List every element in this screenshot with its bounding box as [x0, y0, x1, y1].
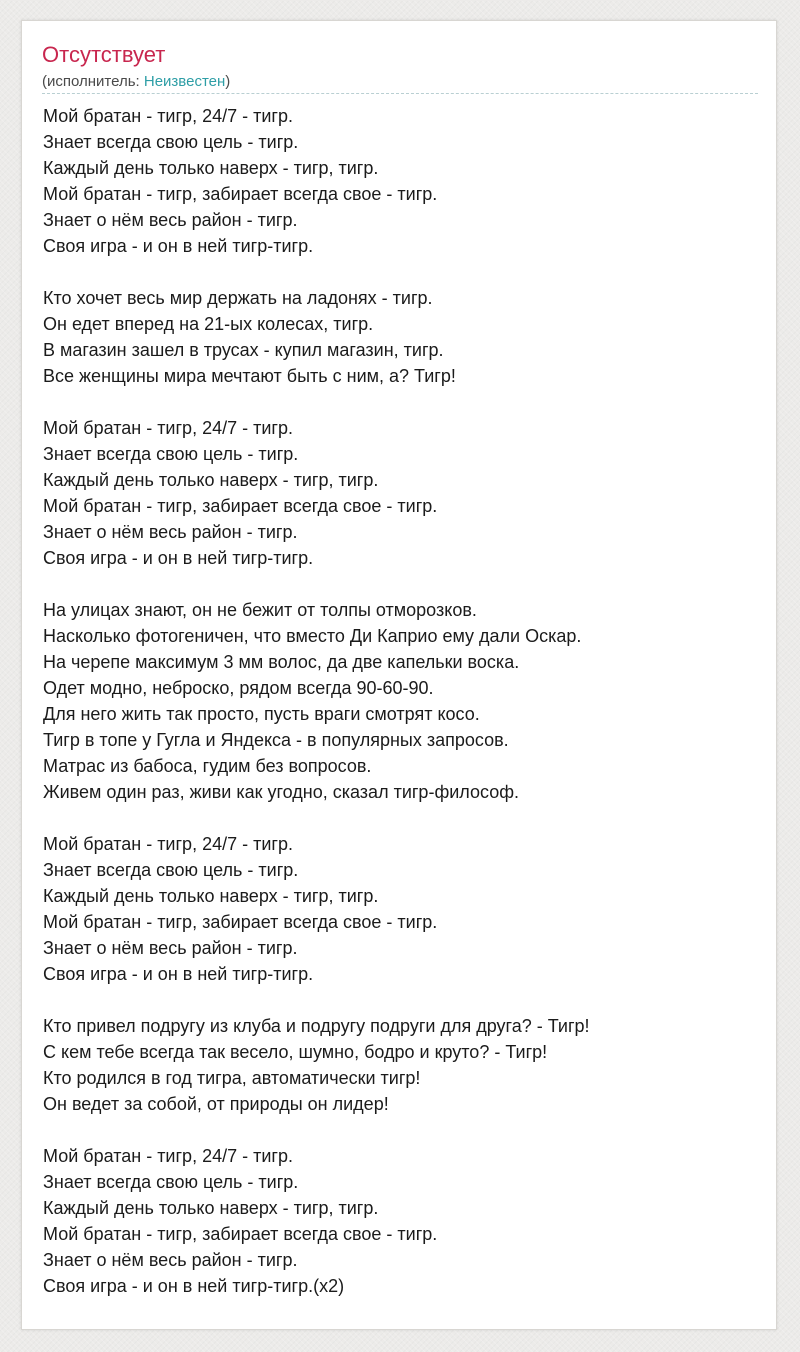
lyric-line: Знает всегда свою цель - тигр.	[43, 860, 299, 880]
verse	[43, 1013, 757, 1117]
lyric-line: Живем один раз, живи как угодно, сказал тигр-философ.	[43, 782, 520, 802]
lyric-line: Для него жить так просто, пусть враги смотрят косо.	[43, 704, 480, 724]
verse	[43, 1143, 757, 1299]
lyric-line: Он едет вперед на 21-ых колесах, тигр.	[43, 314, 374, 334]
lyric-line: С кем тебе всегда так весело, шумно, бодро и круто? - Тигр!	[43, 1042, 548, 1062]
lyric-line: Знает о нём весь район - тигр.	[43, 522, 298, 542]
lyrics-text	[43, 103, 757, 1299]
lyric-line: Одет модно, неброско, рядом всегда 90-60-90.	[43, 678, 434, 698]
lyric-line: Тигр в топе у Гугла и Яндекса - в популярных запросов.	[43, 730, 509, 750]
verse	[43, 285, 757, 389]
lyric-line: Своя игра - и он в ней тигр-тигр.	[43, 548, 314, 568]
title-divider	[42, 93, 758, 94]
lyrics-card	[21, 20, 777, 1330]
lyric-line: Все женщины мира мечтают быть с ним, а? Тигр!	[43, 366, 456, 386]
lyric-line: Своя игра - и он в ней тигр-тигр.	[43, 236, 314, 256]
verse	[43, 415, 757, 571]
lyric-line: Знает всегда свою цель - тигр.	[43, 1172, 299, 1192]
lyric-line: На улицах знают, он не бежит от толпы отморозков.	[43, 600, 477, 620]
lyric-line: Знает всегда свою цель - тигр.	[43, 132, 299, 152]
lyric-line: Каждый день только наверх - тигр, тигр.	[43, 886, 379, 906]
lyric-line: Знает о нём весь район - тигр.	[43, 1250, 298, 1270]
song-title: Отсутствует	[42, 42, 166, 67]
artist-prefix: (исполнитель:	[42, 73, 144, 90]
artist-link[interactable]: Неизвестен	[143, 73, 226, 90]
lyric-line: Мой братан - тигр, забирает всегда свое - тигр.	[43, 496, 438, 516]
verse	[43, 597, 757, 805]
lyric-line: Знает о нём весь район - тигр.	[43, 938, 298, 958]
lyric-line: Мой братан - тигр, 24/7 - тигр.	[43, 106, 293, 126]
lyric-line: В магазин зашел в трусах - купил магазин, тигр.	[43, 340, 444, 360]
lyric-line: Своя игра - и он в ней тигр-тигр.	[43, 964, 314, 984]
lyric-line: Мой братан - тигр, забирает всегда свое - тигр.	[43, 184, 438, 204]
lyric-line: Мой братан - тигр, забирает всегда свое - тигр.	[43, 912, 438, 932]
artist-suffix: )	[225, 73, 231, 90]
lyric-line: Мой братан - тигр, 24/7 - тигр.	[43, 418, 293, 438]
verse	[43, 831, 757, 987]
lyric-line: Каждый день только наверх - тигр, тигр.	[43, 1198, 379, 1218]
lyric-line: Мой братан - тигр, 24/7 - тигр.	[43, 834, 293, 854]
lyric-line: Кто привел подругу из клуба и подругу подруги для друга? - Тигр!	[43, 1016, 590, 1036]
lyric-line: Он ведет за собой, от природы он лидер!	[43, 1094, 389, 1114]
lyric-line: Знает всегда свою цель - тигр.	[43, 444, 299, 464]
lyric-line: Насколько фотогеничен, что вместо Ди Каприо ему дали Оскар.	[43, 626, 582, 646]
lyric-line: На черепе максимум 3 мм волос, да две капельки воска.	[43, 652, 520, 672]
lyric-line: Мой братан - тигр, 24/7 - тигр.	[43, 1146, 293, 1166]
verse	[43, 103, 757, 259]
lyric-line: Каждый день только наверх - тигр, тигр.	[43, 470, 379, 490]
lyric-line: Матрас из бабоса, гудим без вопросов.	[43, 756, 372, 776]
lyric-line: Своя игра - и он в ней тигр-тигр.(x2)	[43, 1276, 345, 1296]
lyric-line: Каждый день только наверх - тигр, тигр.	[43, 158, 379, 178]
lyric-line: Мой братан - тигр, забирает всегда свое - тигр.	[43, 1224, 438, 1244]
lyric-line: Кто родился в год тигра, автоматически тигр!	[43, 1068, 421, 1088]
artist-line	[42, 73, 230, 91]
lyric-line: Знает о нём весь район - тигр.	[43, 210, 298, 230]
lyric-line: Кто хочет весь мир держать на ладонях - тигр.	[43, 288, 433, 308]
